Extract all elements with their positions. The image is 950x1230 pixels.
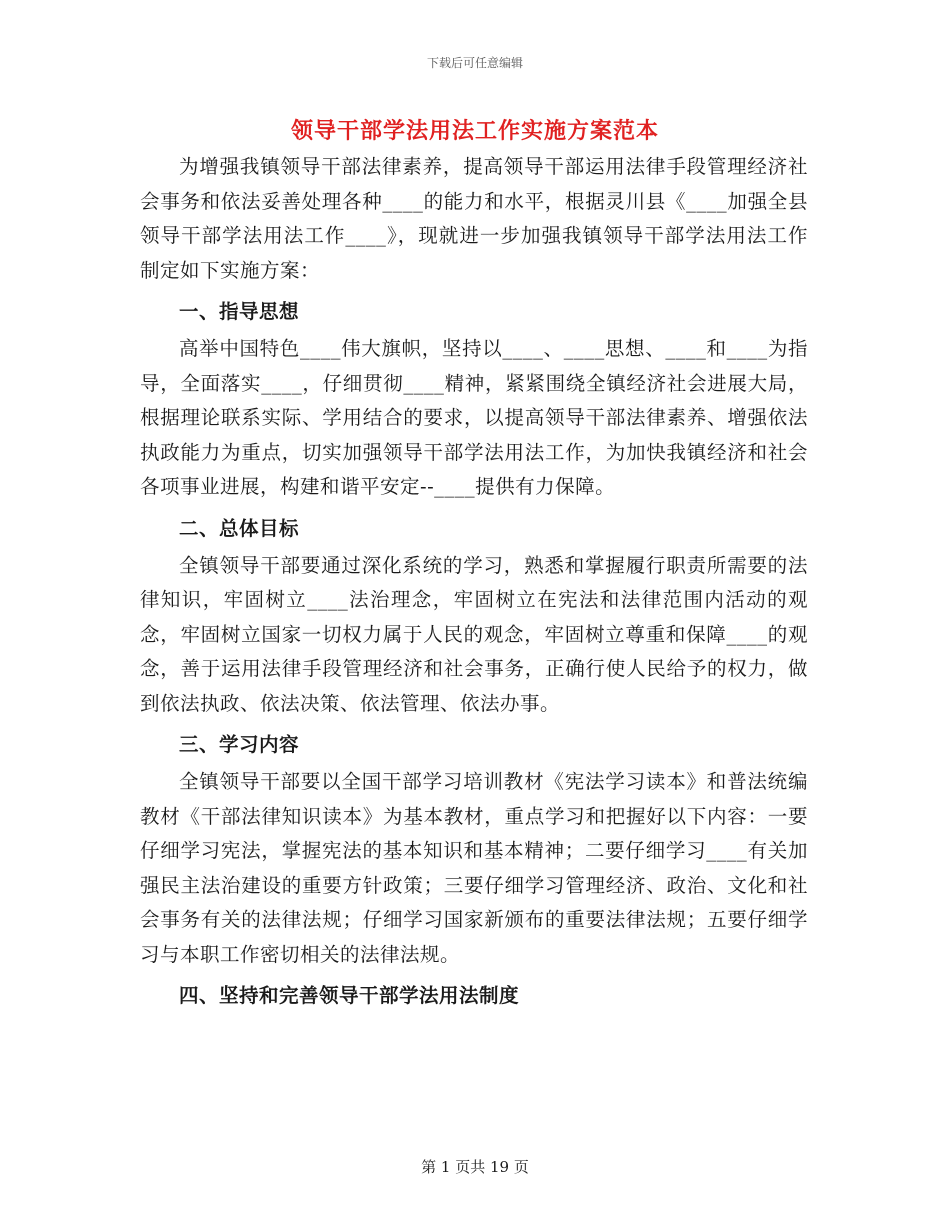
document-title: 领导干部学法用法工作实施方案范本 xyxy=(290,118,659,144)
document-body xyxy=(140,150,808,1016)
intro-paragraph: 为增强我镇领导干部法律素养，提高领导干部运用法律手段管理经济社会事务和依法妥善处理各种____的能力和水平，根据灵川县《____加强全县领导干部学法用法工作____》，现就进一步加强我镇领导干部学法用法工作制定如下实施方案： xyxy=(140,155,808,282)
section-heading-learning-content: 三、学习内容 xyxy=(179,733,300,756)
section-body-overall-goals: 全镇领导干部要通过深化系统的学习，熟悉和掌握履行职责所需要的法律知识，牢固树立____法治理念，牢固树立在宪法和法律范围内活动的观念，牢固树立国家一切权力属于人民的观念，牢固树立尊重和保障____的观念，善于运用法律手段管理经济和社会事务，正确行使人民给予的权力，做到依法执政、依法决策、依法管理、依法办事。 xyxy=(140,553,808,715)
page-number-footer: 第 1 页共 19 页 xyxy=(421,1158,529,1176)
section-heading-overall-goals: 二、总体目标 xyxy=(179,516,300,540)
section-body-learning-content: 全镇领导干部要以全国干部学习培训教材《宪法学习读本》和普法统编教材《干部法律知识读本》为基本教材，重点学习和把握好以下内容：一要仔细学习宪法，掌握宪法的基本知识和基本精神；二要仔细学习____有关加强民主法治建设的重要方针政策；三要仔细学习管理经济、政治、文化和社会事务有关的法律法规；仔细学习国家新颁布的重要法律法规；五要仔细学习与本职工作密切相关的法律法规。 xyxy=(140,770,808,966)
section-heading-guiding-ideology: 一、指导思想 xyxy=(179,300,300,323)
page-header-note: 下载后可任意编辑 xyxy=(426,56,523,70)
section-body-guiding-ideology: 高举中国特色____伟大旗帜，坚持以____、____思想、____和____为指导，全面落实____，仔细贯彻____精神，紧紧围绕全镇经济社会进展大局，根据理论联系实际、学用结合的要求，以提高领导干部法律素养、增强依法执政能力为重点，切实加强领导干部学法用法工作，为加快我镇经济和社会各项事业进展，构建和谐平安定--____提供有力保障。 xyxy=(140,337,808,498)
section-heading-system: 四、坚持和完善领导干部学法用法制度 xyxy=(179,984,520,1007)
